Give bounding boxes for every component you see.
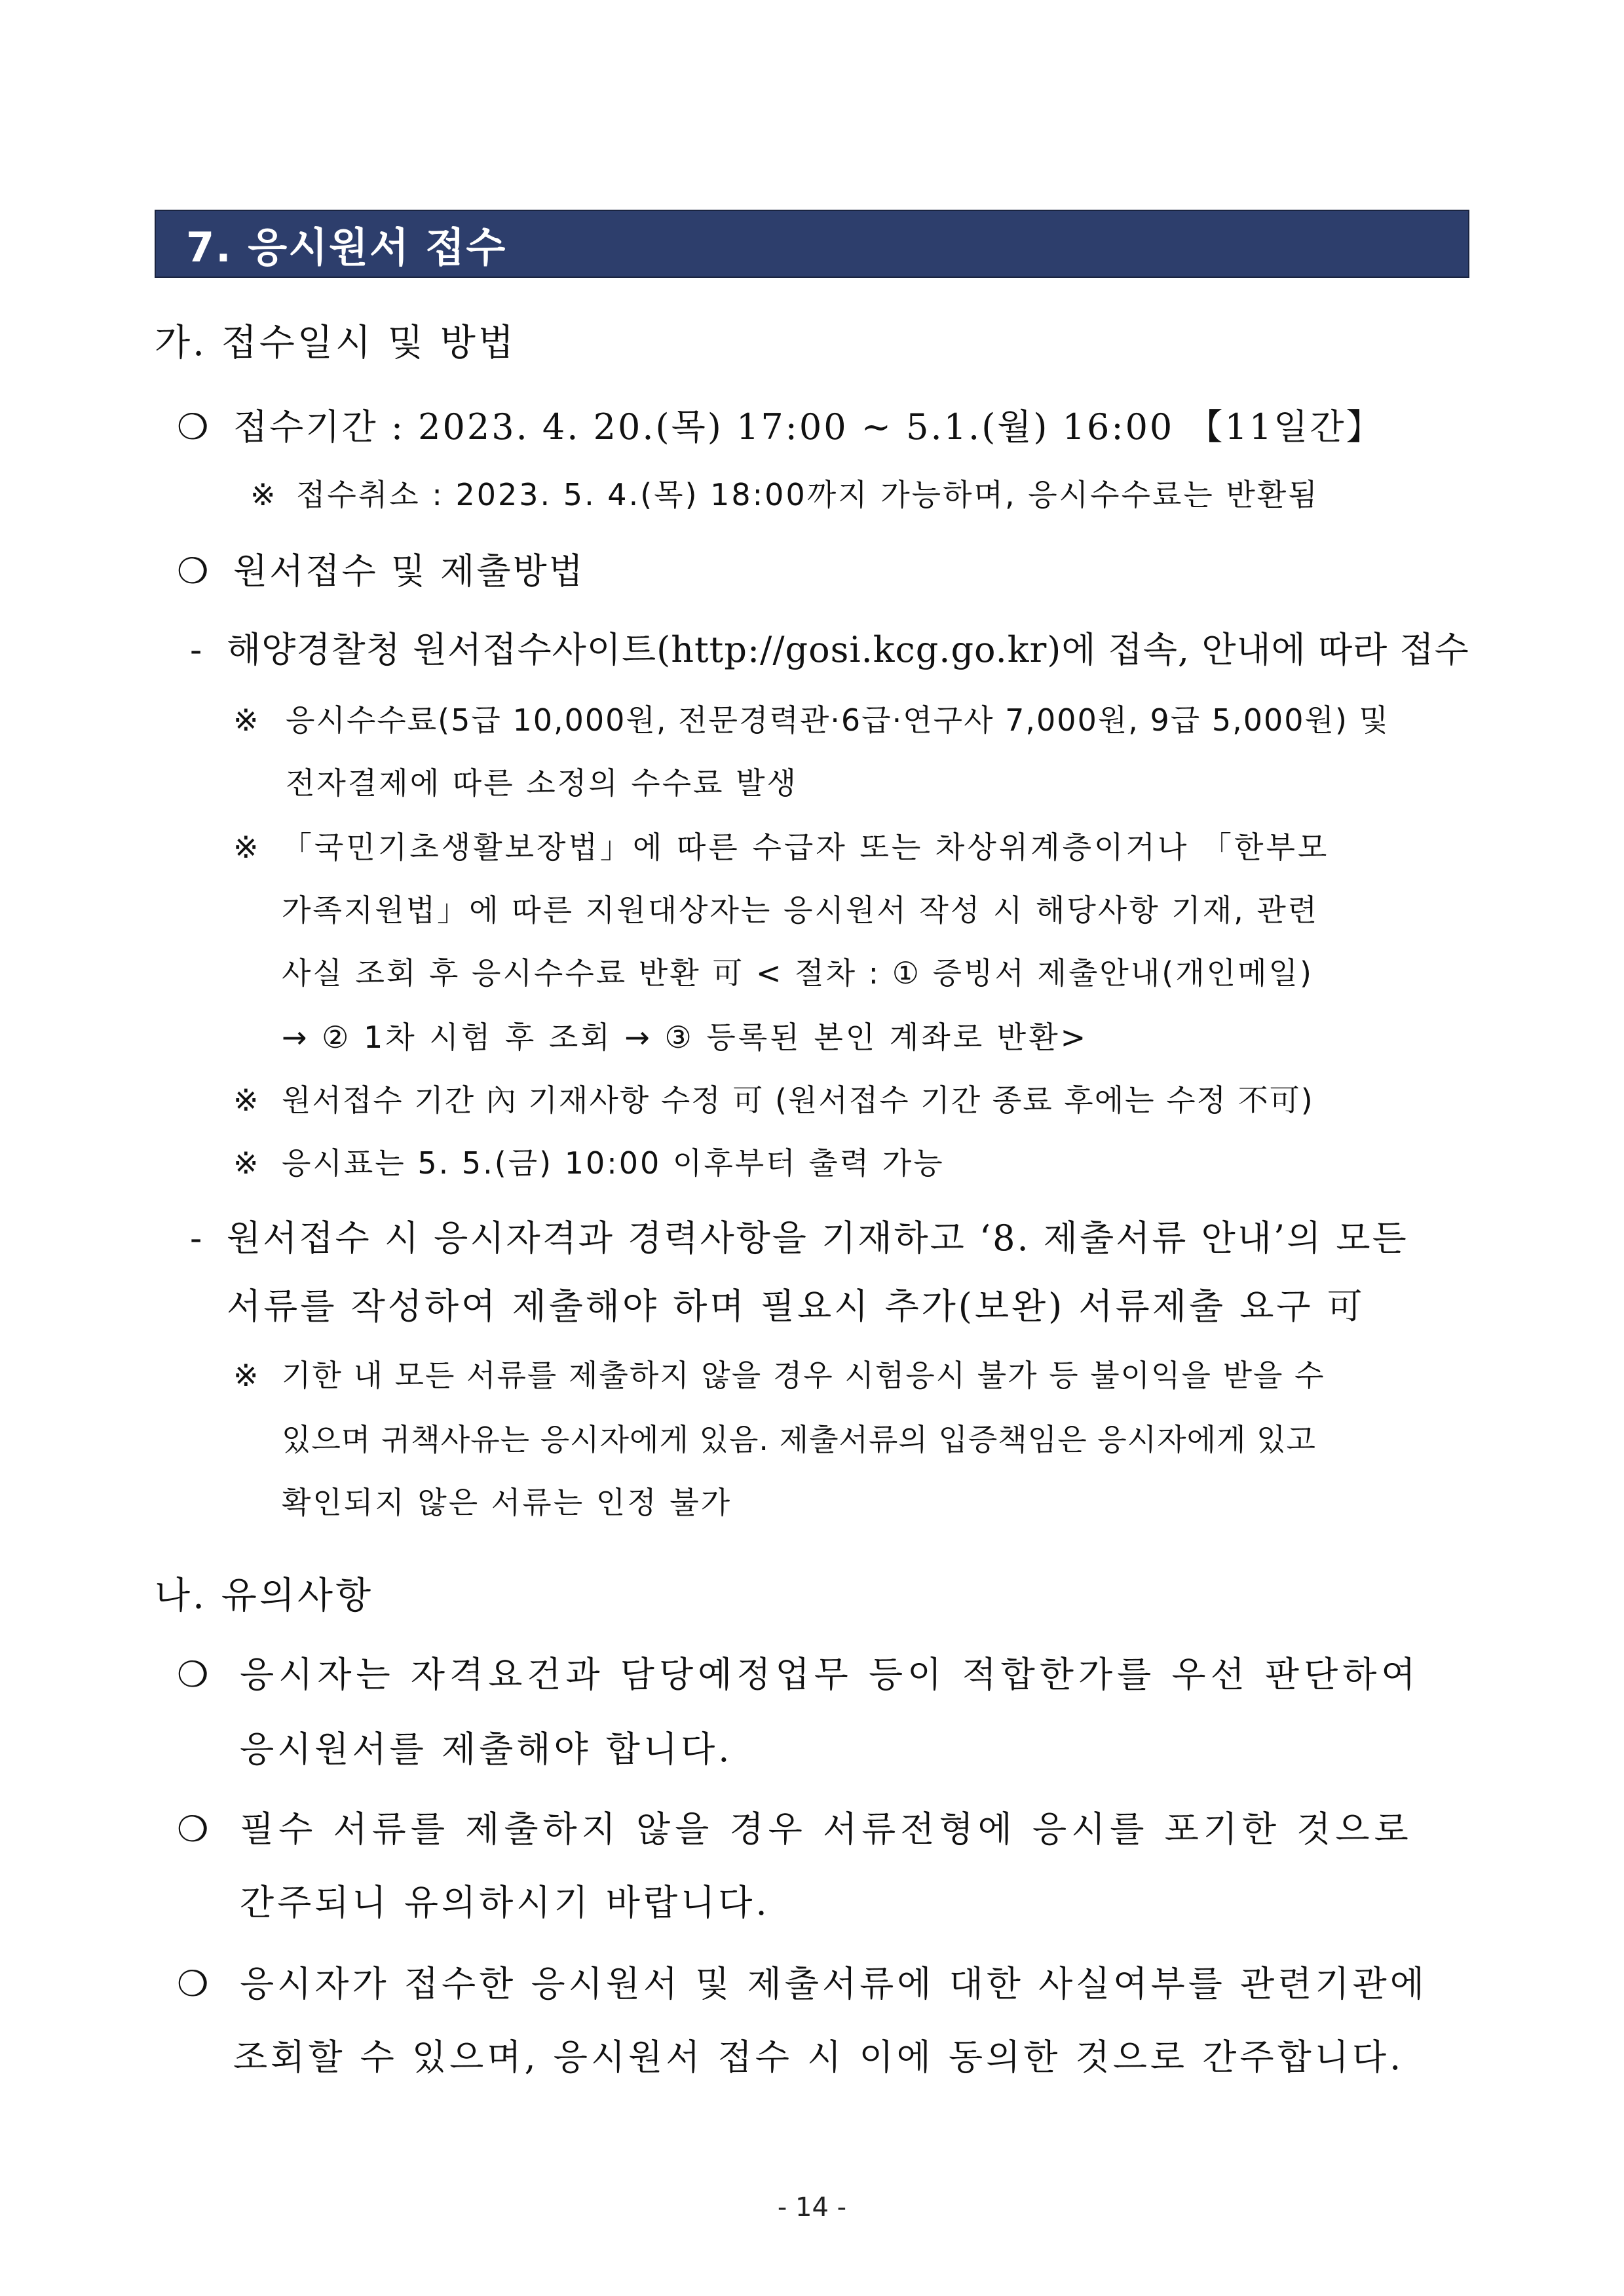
notice-line: 응시원서를 제출해야 합니다.	[240, 1729, 733, 1770]
part-b-heading: 나. 유의사항	[155, 1575, 374, 1617]
edit-note-line: 원서접수 기간 內 기재사항 수정 可 (원서접수 기간 종료 후에는 수정 不可)	[282, 1082, 1314, 1118]
section-header-bar	[155, 210, 1469, 278]
item2-dash: -	[190, 1217, 204, 1259]
edit-note-mark: ※	[233, 1082, 261, 1118]
refund-note-line: 가족지원법」에 따른 지원대상자는 응시원서 작성 시 해당사항 기재, 관련	[282, 892, 1319, 928]
item1-dash: -	[190, 629, 204, 670]
notice-bullet: ❍	[177, 1808, 211, 1850]
liability-note-mark: ※	[233, 1358, 261, 1393]
ticket-note-mark: ※	[233, 1145, 261, 1181]
liability-note-line: 기한 내 모든 서류를 제출하지 않을 경우 시험응시 불가 등 불이익을 받을 수	[282, 1358, 1325, 1393]
period-text: 접수기간 : 2023. 4. 20.(목) 17:00 ~ 5.1.(월) 16:00 【11일간】	[233, 406, 1384, 448]
item2-line: 서류를 작성하여 제출해야 하며 필요시 추가(보완) 서류제출 요구 可	[227, 1286, 1365, 1327]
method-title: 원서접수 및 제출방법	[233, 550, 585, 592]
item2-line: 원서접수 시 응시자격과 경력사항을 기재하고 ‘8. 제출서류 안내’의 모든	[227, 1217, 1408, 1259]
ticket-note-line: 응시표는 5. 5.(금) 10:00 이후부터 출력 가능	[282, 1145, 945, 1181]
period-bullet: ❍	[177, 406, 211, 448]
notice-line: 필수 서류를 제출하지 않을 경우 서류전형에 응시를 포기한 것으로	[240, 1808, 1413, 1850]
section-title: 7. 응시원서 접수	[186, 223, 507, 271]
notice-line: 조회할 수 있으며, 응시원서 접수 시 이에 동의한 것으로 간주합니다.	[233, 2037, 1405, 2078]
notice-line: 간주되니 유의하시기 바랍니다.	[240, 1882, 770, 1923]
page-number: - 14 -	[777, 2192, 847, 2223]
fee-note-line: 응시수수료(5급 10,000원, 전문경력관·6급·연구사 7,000원, 9급 5,000원) 및	[286, 702, 1389, 738]
refund-note-line: → ② 1차 시험 후 조회 → ③ 등록된 본인 계좌로 반환>	[282, 1020, 1089, 1055]
refund-note-line: 「국민기초생활보장법」에 따른 수급자 또는 차상위계층이거나 「한부모	[282, 830, 1330, 865]
notice-bullet: ❍	[177, 1654, 211, 1695]
fee-note-line: 전자결제에 따른 소정의 수수료 발생	[286, 765, 799, 801]
liability-note-line: 확인되지 않은 서류는 인정 불가	[282, 1485, 732, 1520]
cancel-note-mark: ※	[250, 477, 278, 512]
notice-bullet: ❍	[177, 1963, 211, 2004]
fee-note-mark: ※	[233, 702, 261, 738]
notice-line: 응시자는 자격요건과 담당예정업무 등이 적합한가를 우선 판단하여	[240, 1654, 1420, 1695]
item1-text: 해양경찰청 원서접수사이트(http://gosi.kcg.go.kr)에 접속, 안내에 따라 접수	[227, 629, 1469, 670]
refund-note-line: 사실 조회 후 응시수수료 반환 可 < 절차 : ① 증빙서 제출안내(개인메일)	[282, 955, 1313, 991]
liability-note-line: 있으며 귀책사유는 응시자에게 있음. 제출서류의 입증책임은 응시자에게 있고	[282, 1422, 1316, 1457]
notice-line: 응시자가 접수한 응시원서 및 제출서류에 대한 사실여부를 관련기관에	[240, 1963, 1427, 2004]
method-bullet: ❍	[177, 550, 211, 592]
part-a-heading: 가. 접수일시 및 방법	[155, 322, 516, 364]
refund-note-mark: ※	[233, 830, 261, 865]
cancel-note: 접수취소 : 2023. 5. 4.(목) 18:00까지 가능하며, 응시수수료는 반환됨	[296, 477, 1319, 512]
